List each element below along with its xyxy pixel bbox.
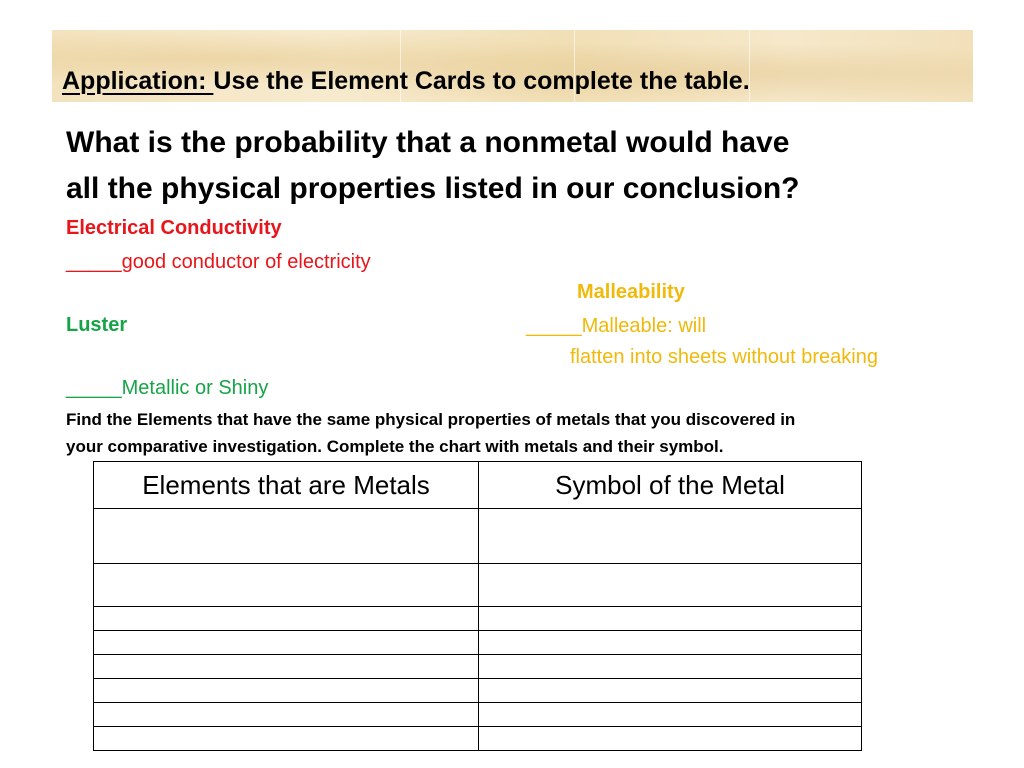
malleability-blank: _____ xyxy=(526,315,582,337)
luster-text: Metallic or Shiny xyxy=(121,377,269,399)
symbol-cell[interactable] xyxy=(479,607,862,631)
symbol-cell[interactable] xyxy=(479,679,862,703)
luster-item xyxy=(66,377,268,400)
instructions-line-1: Find the Elements that have the same physical properties of metals that you discovered in xyxy=(66,410,796,429)
header-symbol: Symbol of the Metal xyxy=(479,462,862,509)
metals-table xyxy=(93,461,862,751)
table-row xyxy=(94,509,862,564)
electrical-item xyxy=(66,251,371,274)
element-cell[interactable] xyxy=(94,509,479,564)
element-cell[interactable] xyxy=(94,564,479,607)
title-banner xyxy=(52,30,973,102)
question-line-2: all the physical properties listed in our conclusion? xyxy=(66,172,800,205)
table-row xyxy=(94,631,862,655)
instructions xyxy=(66,406,795,460)
table-header-row xyxy=(94,462,862,509)
luster-heading: Luster xyxy=(66,314,128,336)
table-row xyxy=(94,703,862,727)
title-rest: Use the Element Cards to complete the table. xyxy=(213,67,750,95)
luster-blank: _____ xyxy=(66,377,122,399)
table-row xyxy=(94,679,862,703)
element-cell[interactable] xyxy=(94,679,479,703)
element-cell[interactable] xyxy=(94,703,479,727)
instructions-line-2: your comparative investigation. Complete the chart with metals and their symbol. xyxy=(66,437,724,456)
table-row xyxy=(94,607,862,631)
header-elements: Elements that are Metals xyxy=(94,462,479,509)
element-cell[interactable] xyxy=(94,607,479,631)
symbol-cell[interactable] xyxy=(479,655,862,679)
title-lead: Application: xyxy=(62,67,214,95)
symbol-cell[interactable] xyxy=(479,509,862,564)
element-cell[interactable] xyxy=(94,631,479,655)
element-cell[interactable] xyxy=(94,655,479,679)
symbol-cell[interactable] xyxy=(479,703,862,727)
slide-title xyxy=(62,67,750,96)
symbol-cell[interactable] xyxy=(479,631,862,655)
malleability-item xyxy=(526,315,706,338)
symbol-cell[interactable] xyxy=(479,727,862,751)
malleability-text-1: Malleable: will xyxy=(581,315,707,337)
table-row xyxy=(94,564,862,607)
electrical-text: good conductor of electricity xyxy=(121,251,371,273)
question-line-1: What is the probability that a nonmetal would have xyxy=(66,126,790,159)
malleability-text-2: flatten into sheets without breaking xyxy=(570,346,878,368)
table-row xyxy=(94,655,862,679)
question xyxy=(66,120,799,212)
electrical-heading: Electrical Conductivity xyxy=(66,217,282,239)
symbol-cell[interactable] xyxy=(479,564,862,607)
table-row xyxy=(94,727,862,751)
electrical-blank: _____ xyxy=(66,251,122,273)
malleability-heading: Malleability xyxy=(577,281,685,303)
element-cell[interactable] xyxy=(94,727,479,751)
